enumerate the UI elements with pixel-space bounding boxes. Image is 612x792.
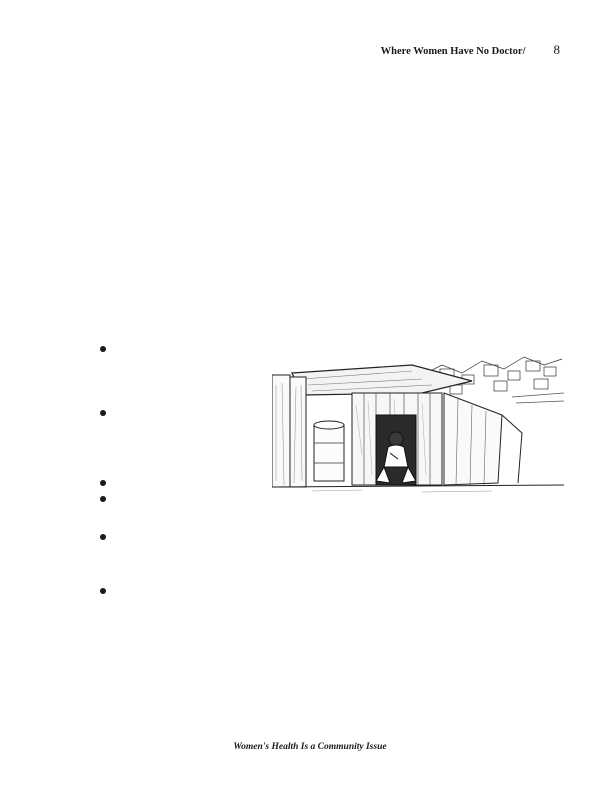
bullet-item xyxy=(100,490,560,524)
page-number: 8 xyxy=(553,42,560,57)
bullet-dot-icon xyxy=(100,496,106,502)
plank-wall-left xyxy=(272,375,306,487)
footer-title-english: Women's Health Is a Community Issue xyxy=(233,742,387,752)
closing-paragraph xyxy=(60,640,560,728)
bullet-dot-icon xyxy=(100,480,106,486)
page-footer xyxy=(60,742,560,752)
bullet-dot-icon xyxy=(100,588,106,594)
woman-sitting-outside-shack-illustration xyxy=(272,335,564,495)
running-head-english: Where Women Have No Doctor/ xyxy=(380,46,526,57)
bullet-list-wide xyxy=(100,490,560,620)
page-header xyxy=(60,42,560,58)
oil-drum xyxy=(314,421,344,481)
lean-to xyxy=(444,393,522,485)
bullet-item xyxy=(100,340,270,400)
bullet-item xyxy=(100,582,560,616)
running-head xyxy=(381,46,526,57)
bullet-dot-icon xyxy=(100,410,106,416)
bullet-dot-icon xyxy=(100,534,106,540)
intro-paragraph xyxy=(60,66,560,341)
bullet-item xyxy=(100,528,560,578)
bullet-dot-icon xyxy=(100,346,106,352)
bullet-item xyxy=(100,404,270,470)
